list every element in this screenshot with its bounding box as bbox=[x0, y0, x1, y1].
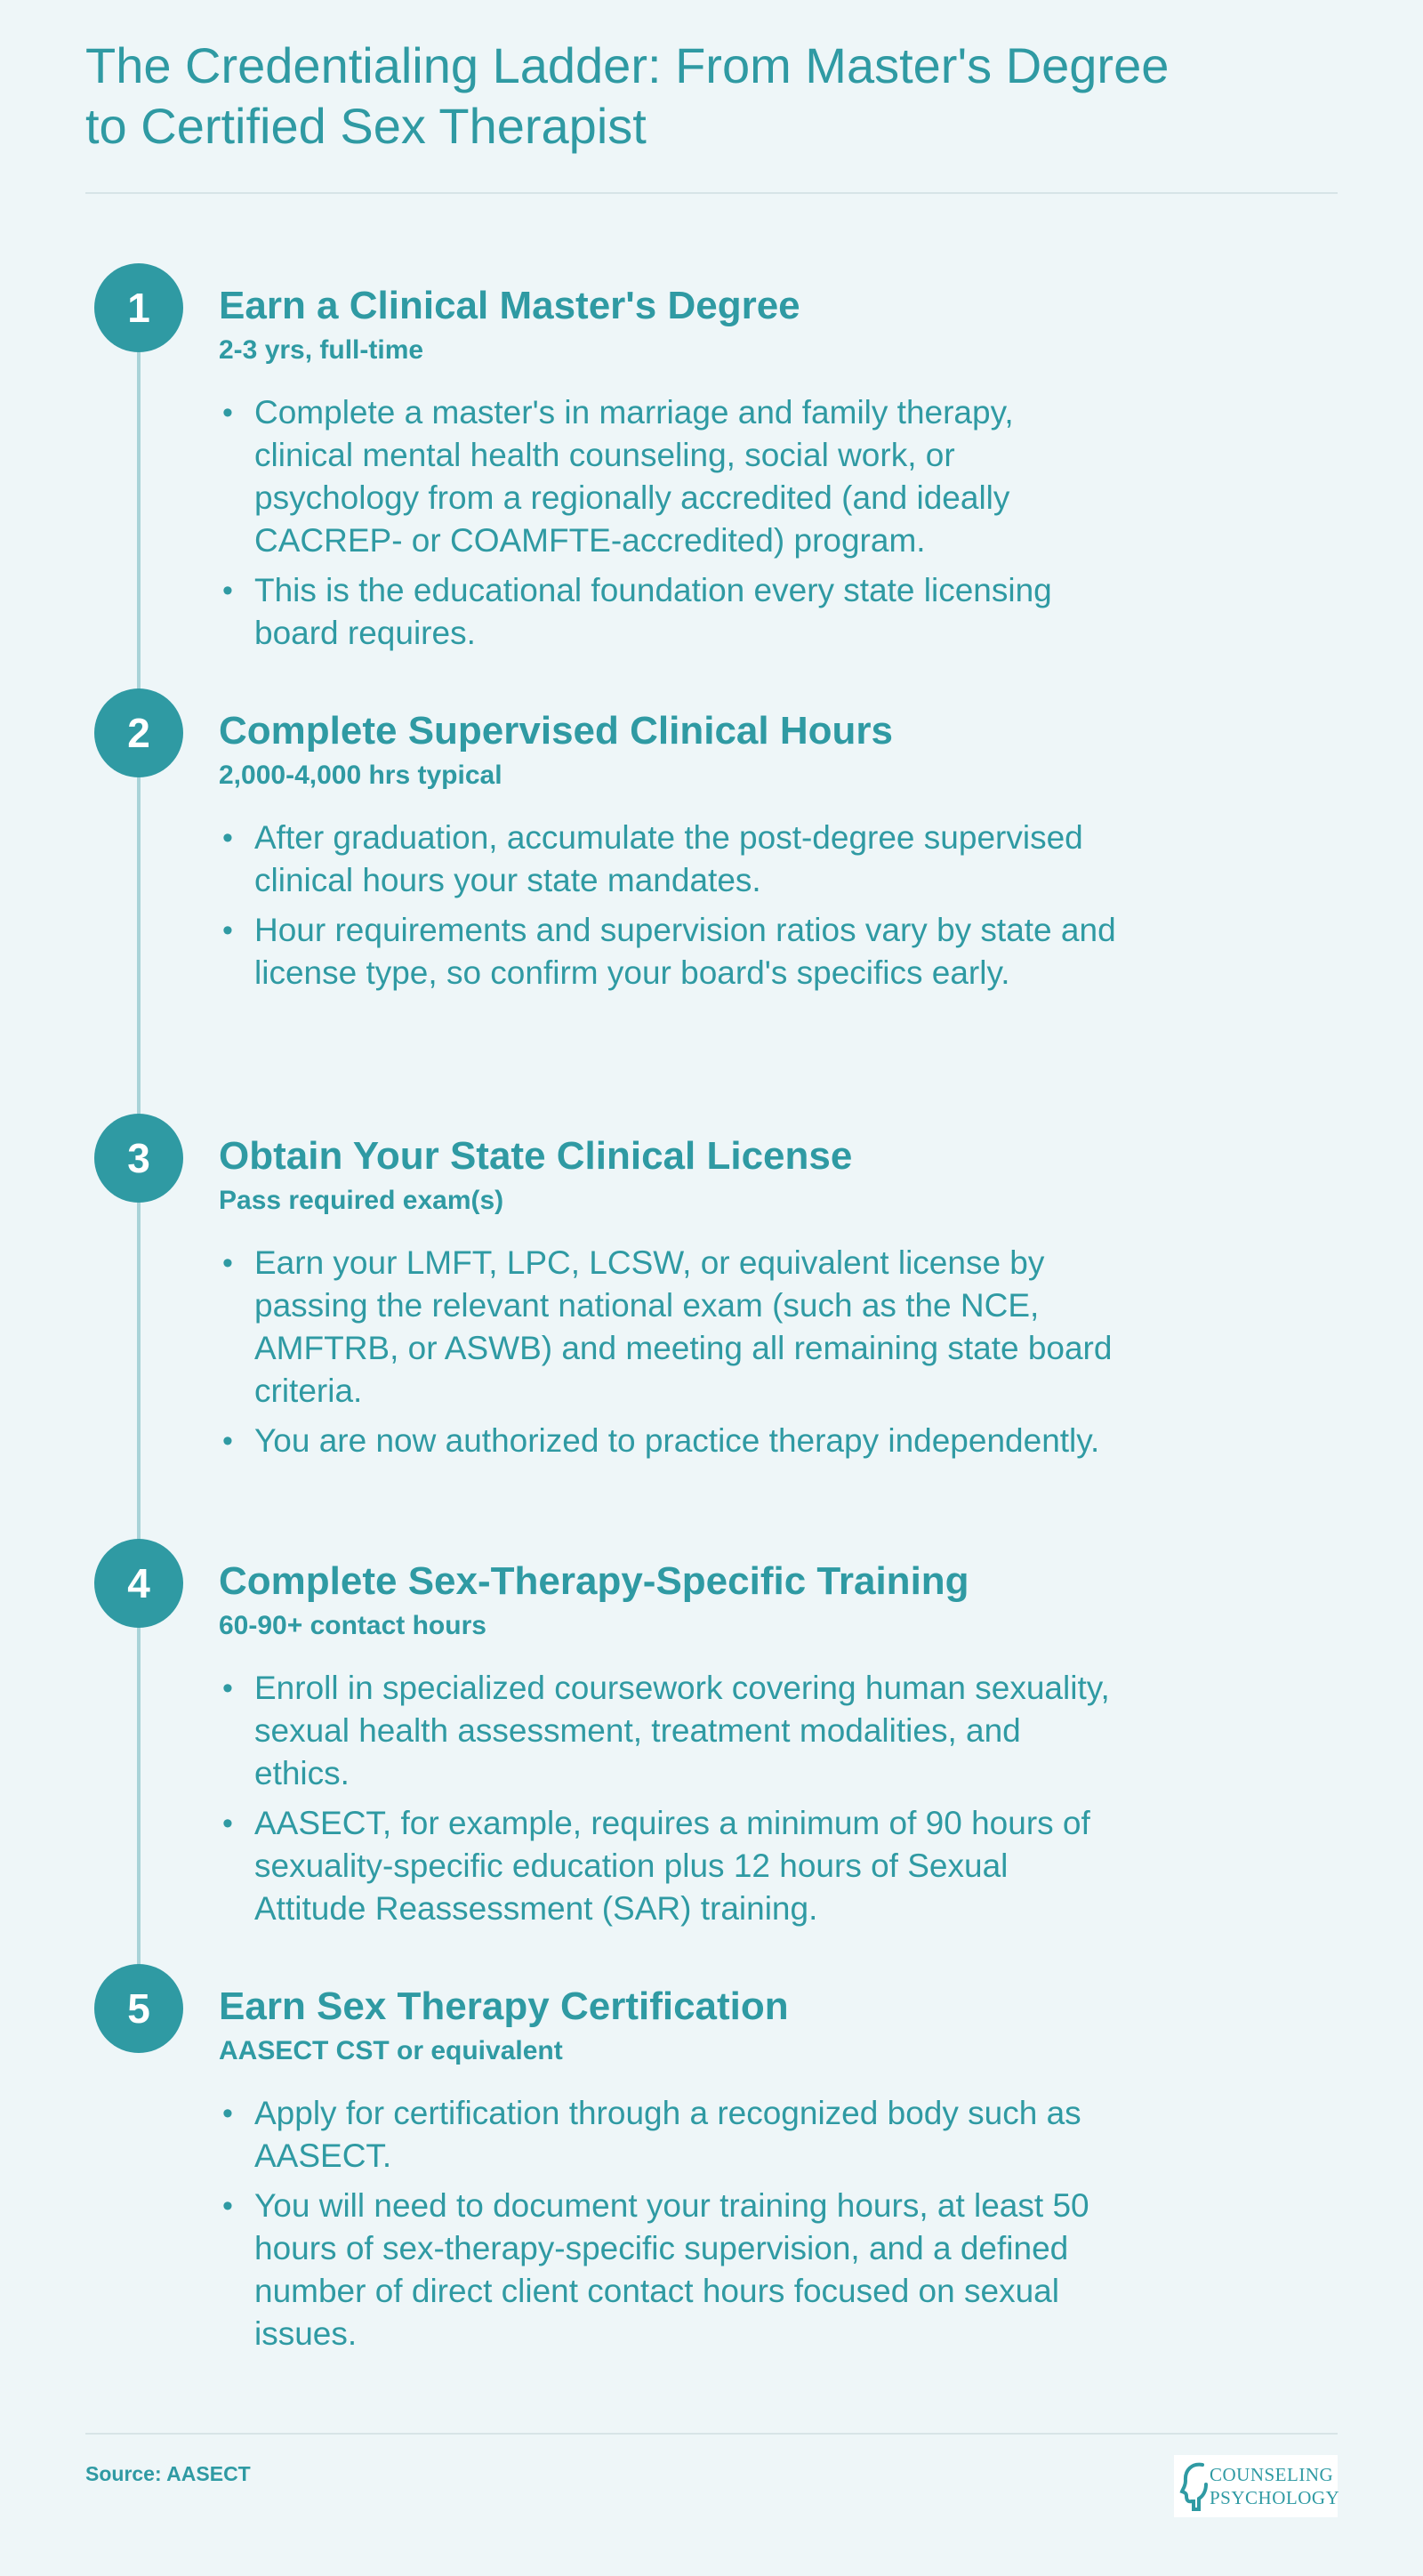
bullet-text: You are now authorized to practice therapy independently. bbox=[254, 1422, 1100, 1459]
bullet-item bbox=[219, 2185, 1117, 2355]
step-number-badge: 4 bbox=[94, 1539, 183, 1628]
top-divider bbox=[85, 192, 1338, 194]
step-content bbox=[219, 283, 1215, 662]
head-silhouette-icon bbox=[1179, 2459, 1210, 2513]
bullet-text: Enroll in specialized coursework covering human sexuality, sexual health assessment, treatment modalities, and ethics. bbox=[254, 1670, 1110, 1791]
step-content bbox=[219, 1133, 1215, 1469]
step-number-badge: 5 bbox=[94, 1964, 183, 2053]
step-title: Complete Supervised Clinical Hours bbox=[219, 709, 893, 753]
page-title-line-1: The Credentialing Ladder: From Master's Degree bbox=[85, 37, 1170, 93]
bullet-dot-icon: • bbox=[222, 2189, 233, 2223]
bullet-item bbox=[219, 909, 1117, 994]
step-subtitle: Pass required exam(s) bbox=[219, 1186, 504, 1215]
source-note: Source: AASECT bbox=[85, 2462, 251, 2485]
step-title: Earn a Clinical Master's Degree bbox=[219, 284, 800, 327]
bullet-dot-icon: • bbox=[222, 396, 233, 430]
bullet-text: After graduation, accumulate the post-degree supervised clinical hours your state mandates. bbox=[254, 819, 1083, 898]
bullet-item bbox=[219, 2092, 1117, 2178]
bullet-item bbox=[219, 1420, 1117, 1462]
step-subtitle: 60-90+ contact hours bbox=[219, 1611, 486, 1640]
step-title: Complete Sex-Therapy-Specific Training bbox=[219, 1559, 969, 1603]
step-content bbox=[219, 708, 1215, 1002]
step-content bbox=[219, 1558, 1215, 1937]
page-title bbox=[85, 36, 1242, 157]
page-title-line-2: to Certified Sex Therapist bbox=[85, 98, 647, 154]
bullet-text: This is the educational foundation every state licensing board requires. bbox=[254, 572, 1052, 651]
bullet-text: Earn your LMFT, LPC, LCSW, or equivalent license by passing the relevant national exam (such as the NCE, AMFTRB, or ASWB) and meeting all remaining state board criteria. bbox=[254, 1244, 1113, 1409]
step-content bbox=[219, 1984, 1215, 2363]
bullet-dot-icon: • bbox=[222, 1424, 233, 1458]
bullet-dot-icon: • bbox=[222, 1246, 233, 1280]
step-number-badge: 1 bbox=[94, 263, 183, 352]
step-subtitle: 2-3 yrs, full-time bbox=[219, 335, 424, 365]
bullet-text: You will need to document your training hours, at least 50 hours of sex-therapy-specific supervision, and a defined number of direct client contact hours focused on sexual issues. bbox=[254, 2187, 1089, 2352]
bullet-dot-icon: • bbox=[222, 574, 233, 608]
bullet-text: Hour requirements and supervision ratios vary by state and license type, so confirm your board's specifics early. bbox=[254, 912, 1116, 991]
bullet-dot-icon: • bbox=[222, 2097, 233, 2130]
step-number-badge: 2 bbox=[94, 688, 183, 777]
bullet-dot-icon: • bbox=[222, 1671, 233, 1705]
counseling-psychology-logo bbox=[1174, 2455, 1338, 2517]
bullet-item bbox=[219, 817, 1117, 902]
step-bullets bbox=[219, 2092, 1117, 2355]
bullet-item bbox=[219, 1802, 1117, 1930]
step-title: Obtain Your State Clinical License bbox=[219, 1134, 853, 1178]
step-bullets bbox=[219, 817, 1117, 994]
logo-line-2: PSYCHOLOGY bbox=[1210, 2487, 1340, 2508]
step-number-badge: 3 bbox=[94, 1114, 183, 1203]
bullet-item bbox=[219, 569, 1117, 655]
bullet-text: AASECT, for example, requires a minimum of 90 hours of sexuality-specific education plus 12 hours of Sexual Attitude Reassessment (SAR) training. bbox=[254, 1805, 1090, 1927]
step-bullets bbox=[219, 1667, 1117, 1930]
step-bullets bbox=[219, 391, 1117, 655]
bottom-divider bbox=[85, 2433, 1338, 2435]
bullet-dot-icon: • bbox=[222, 914, 233, 947]
logo-line-1: COUNSELING bbox=[1210, 2464, 1334, 2485]
step-subtitle: AASECT CST or equivalent bbox=[219, 2036, 563, 2065]
bullet-text: Complete a master's in marriage and family therapy, clinical mental health counseling, social work, or psychology from a regionally accredited (and ideally CACREP- or COAMFTE-accredited) program. bbox=[254, 394, 1014, 559]
bullet-item bbox=[219, 1242, 1117, 1413]
step-bullets bbox=[219, 1242, 1117, 1462]
bullet-item bbox=[219, 1667, 1117, 1795]
bullet-item bbox=[219, 391, 1117, 562]
bullet-dot-icon: • bbox=[222, 1807, 233, 1840]
logo-wordmark bbox=[1210, 2463, 1339, 2509]
bullet-dot-icon: • bbox=[222, 821, 233, 855]
step-title: Earn Sex Therapy Certification bbox=[219, 1984, 789, 2028]
step-subtitle: 2,000-4,000 hrs typical bbox=[219, 761, 502, 790]
bullet-text: Apply for certification through a recognized body such as AASECT. bbox=[254, 2095, 1081, 2174]
